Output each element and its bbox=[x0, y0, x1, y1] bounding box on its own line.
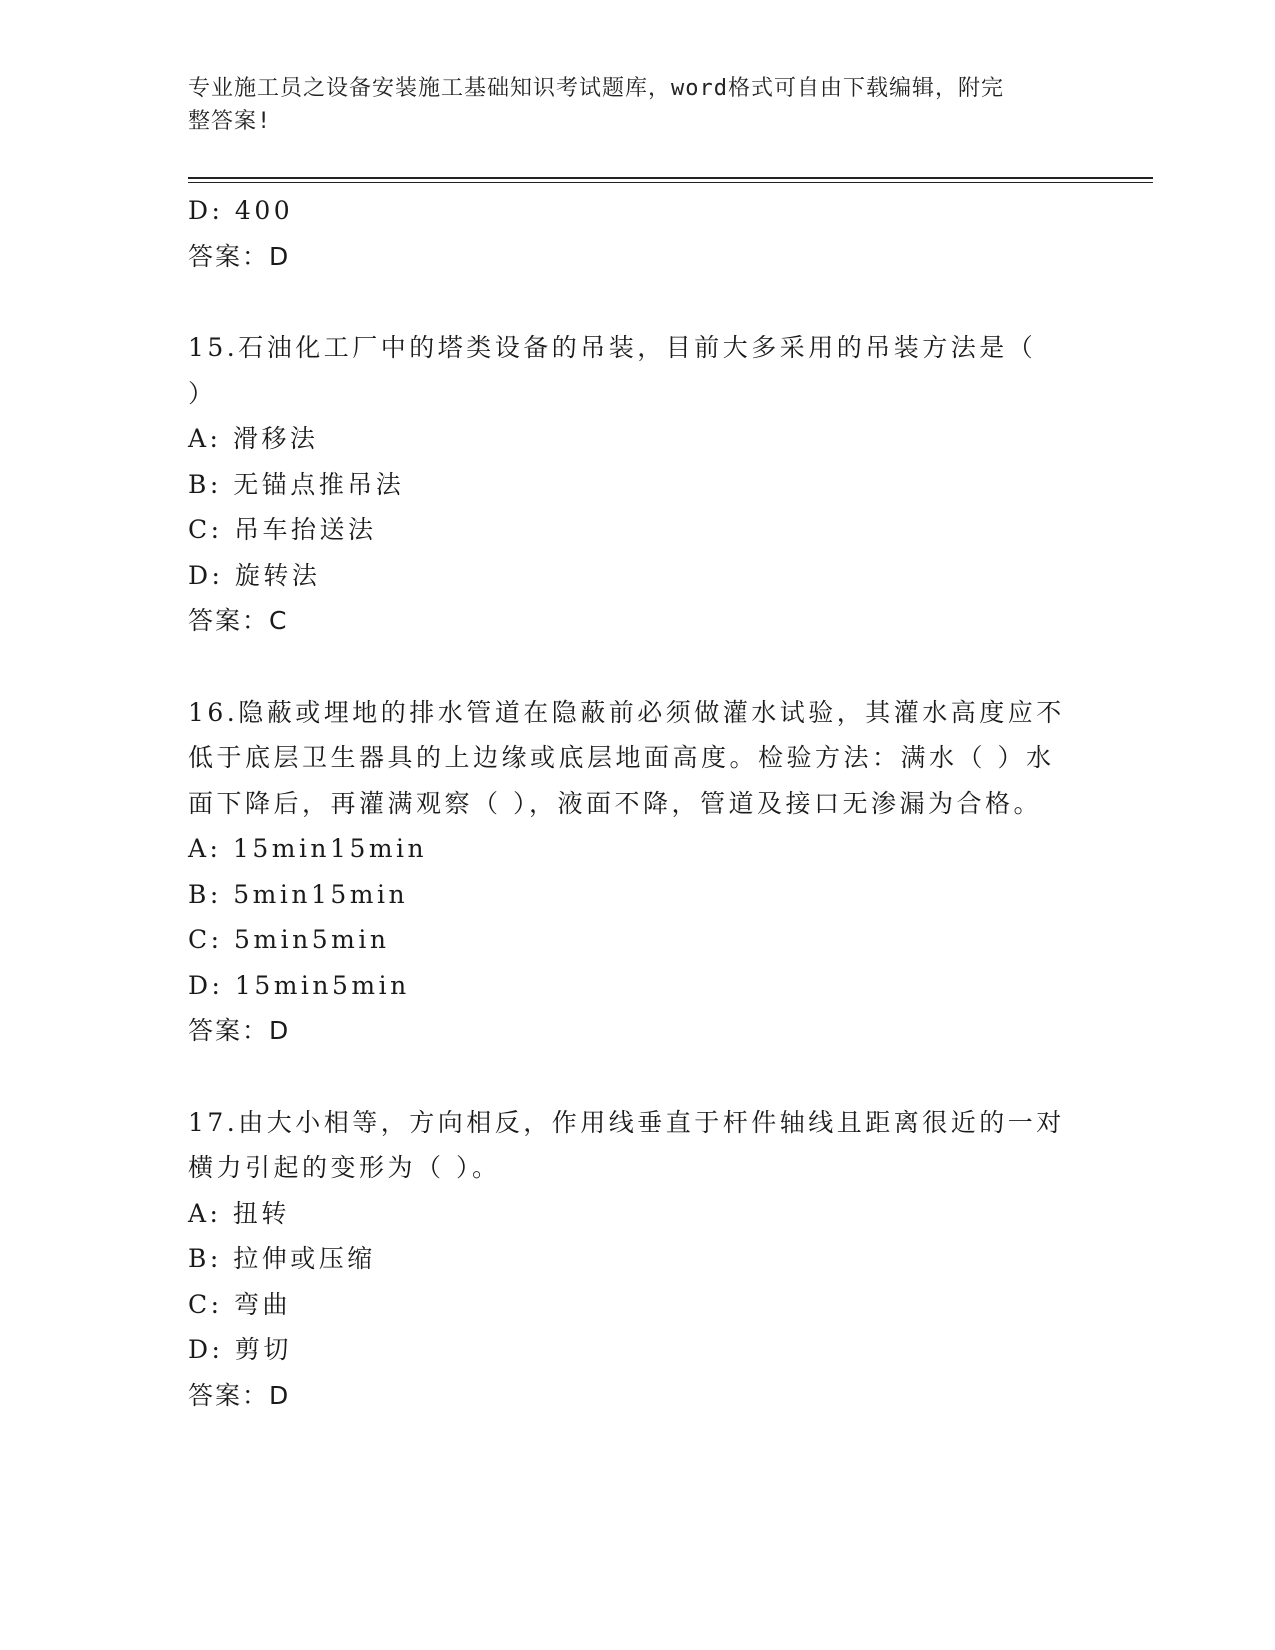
question-stem-line: 17.由大小相等，方向相反，作用线垂直于杆件轴线且距离很近的一对 bbox=[188, 1107, 1065, 1137]
option-c: C: 吊车抬送法 bbox=[188, 515, 377, 544]
question-stem-line: 16.隐蔽或埋地的排水管道在隐蔽前必须做灌水试验，其灌水高度应不 bbox=[188, 697, 1065, 727]
question-stem-line: 横力引起的变形为（ ）。 bbox=[188, 1153, 501, 1182]
question-stem-line: 低于底层卫生器具的上边缘或底层地面高度。检验方法：满水（ ）水 bbox=[188, 743, 1055, 772]
header-title-line-2: 整答案! bbox=[188, 109, 272, 134]
question-stem-line: 面下降后，再灌满观察（ ），液面不降，管道及接口无渗漏为合格。 bbox=[188, 788, 1042, 818]
option-b: B: 5min15min bbox=[188, 879, 409, 909]
option-b: B: 拉伸或压缩 bbox=[188, 1244, 376, 1273]
header-title-line-1: 专业施工员之设备安装施工基础知识考试题库，word格式可自由下载编辑，附完 bbox=[188, 76, 1004, 101]
header-divider-thin bbox=[188, 182, 1153, 183]
option-a: A: 15min15min bbox=[188, 834, 428, 863]
option-d: D: 400 bbox=[188, 196, 294, 225]
question-15 bbox=[188, 325, 1088, 644]
question-stem-line: 15.石油化工厂中的塔类设备的吊装，目前大多采用的吊装方法是（ bbox=[188, 333, 1037, 362]
answer-line: 答案：D bbox=[188, 1380, 291, 1410]
answer-line: 答案：C bbox=[188, 606, 289, 635]
option-d: D: 剪切 bbox=[188, 1335, 292, 1364]
previous-question-tail bbox=[188, 188, 1088, 279]
option-c: C: 弯曲 bbox=[188, 1289, 291, 1319]
option-d: D: 15min5min bbox=[188, 970, 410, 1000]
question-16 bbox=[188, 690, 1088, 1054]
option-d: D: 旋转法 bbox=[188, 560, 321, 590]
answer-line: 答案：D bbox=[188, 1016, 291, 1045]
page-header bbox=[188, 72, 1068, 138]
option-c: C: 5min5min bbox=[188, 925, 390, 954]
question-content bbox=[188, 188, 1088, 1418]
option-b: B: 无锚点推吊法 bbox=[188, 469, 405, 499]
answer-line: 答案：D bbox=[188, 241, 291, 271]
header-divider-thick bbox=[188, 177, 1153, 179]
option-a: A: 扭转 bbox=[188, 1198, 290, 1228]
question-stem-line: ） bbox=[188, 378, 217, 408]
option-a: A: 滑移法 bbox=[188, 424, 319, 453]
question-17 bbox=[188, 1100, 1088, 1419]
